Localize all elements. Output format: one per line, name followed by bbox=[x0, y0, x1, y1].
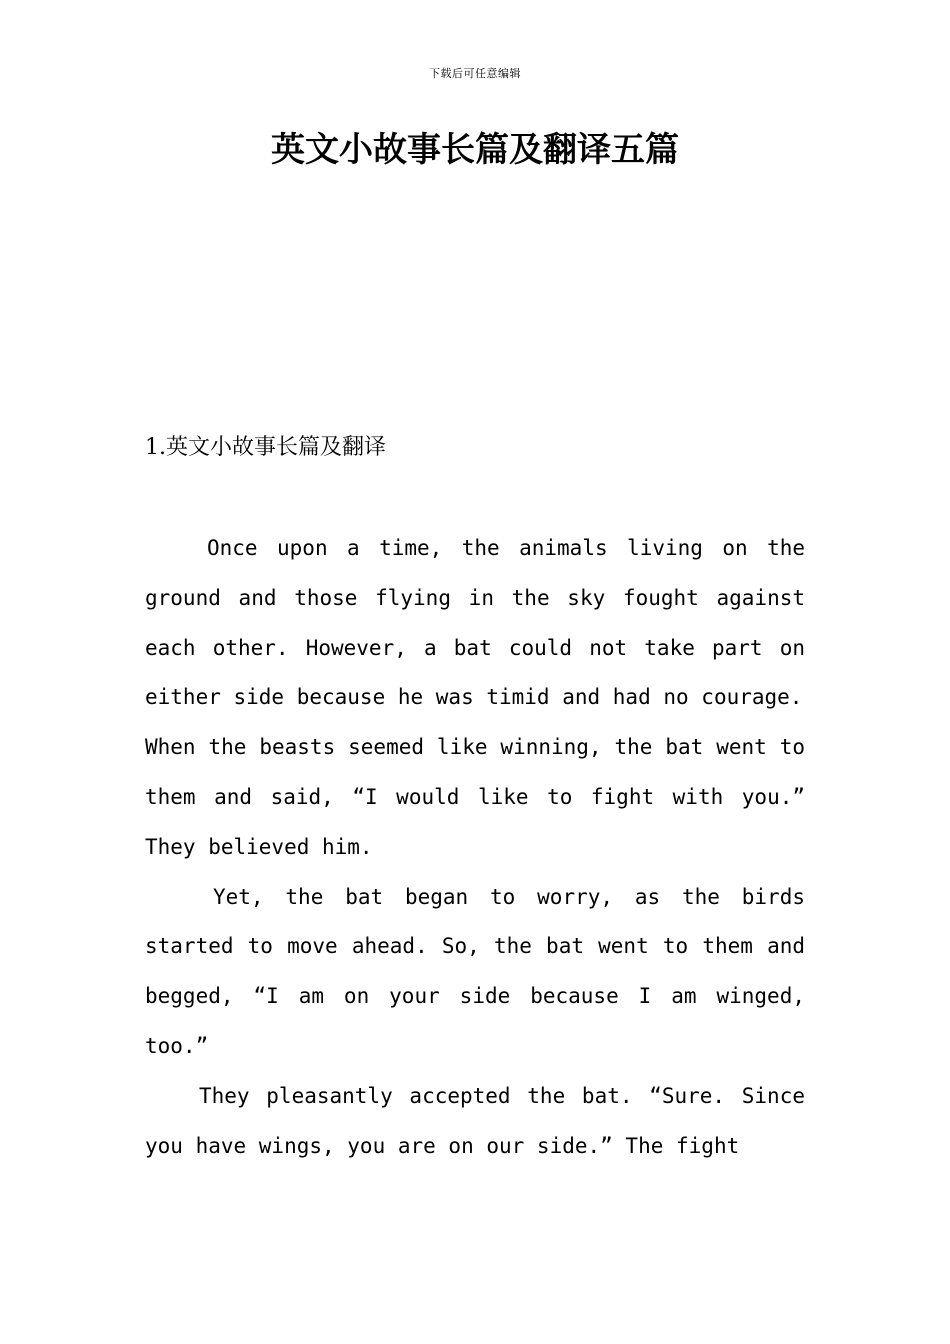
paragraph-1: Once upon a time, the animals living on the ground and those flying in the sky fought against each other. However, a bat could not take part on either side because he was timid and had no courage. bbox=[145, 536, 805, 710]
page-header-note: 下载后可任意编辑 bbox=[429, 67, 521, 80]
document-title: 英文小故事长篇及翻译五篇 bbox=[271, 130, 679, 170]
story-body bbox=[145, 524, 805, 1171]
paragraph-3: Yet, the bat began to worry, as the birds started to move ahead. So, the bat went to them and begged, “I am on your side because I am winged, too.” bbox=[145, 884, 805, 1058]
section-heading: 1.英文小故事长篇及翻译 bbox=[145, 435, 386, 460]
paragraph-2: When the beasts seemed like winning, the bat went to them and said, “I would like to fight with you.” They believed him. bbox=[145, 735, 805, 859]
paragraph-4: They pleasantly accepted the bat. “Sure. Since you have wings, you are on our side.” The fight bbox=[145, 1083, 805, 1158]
